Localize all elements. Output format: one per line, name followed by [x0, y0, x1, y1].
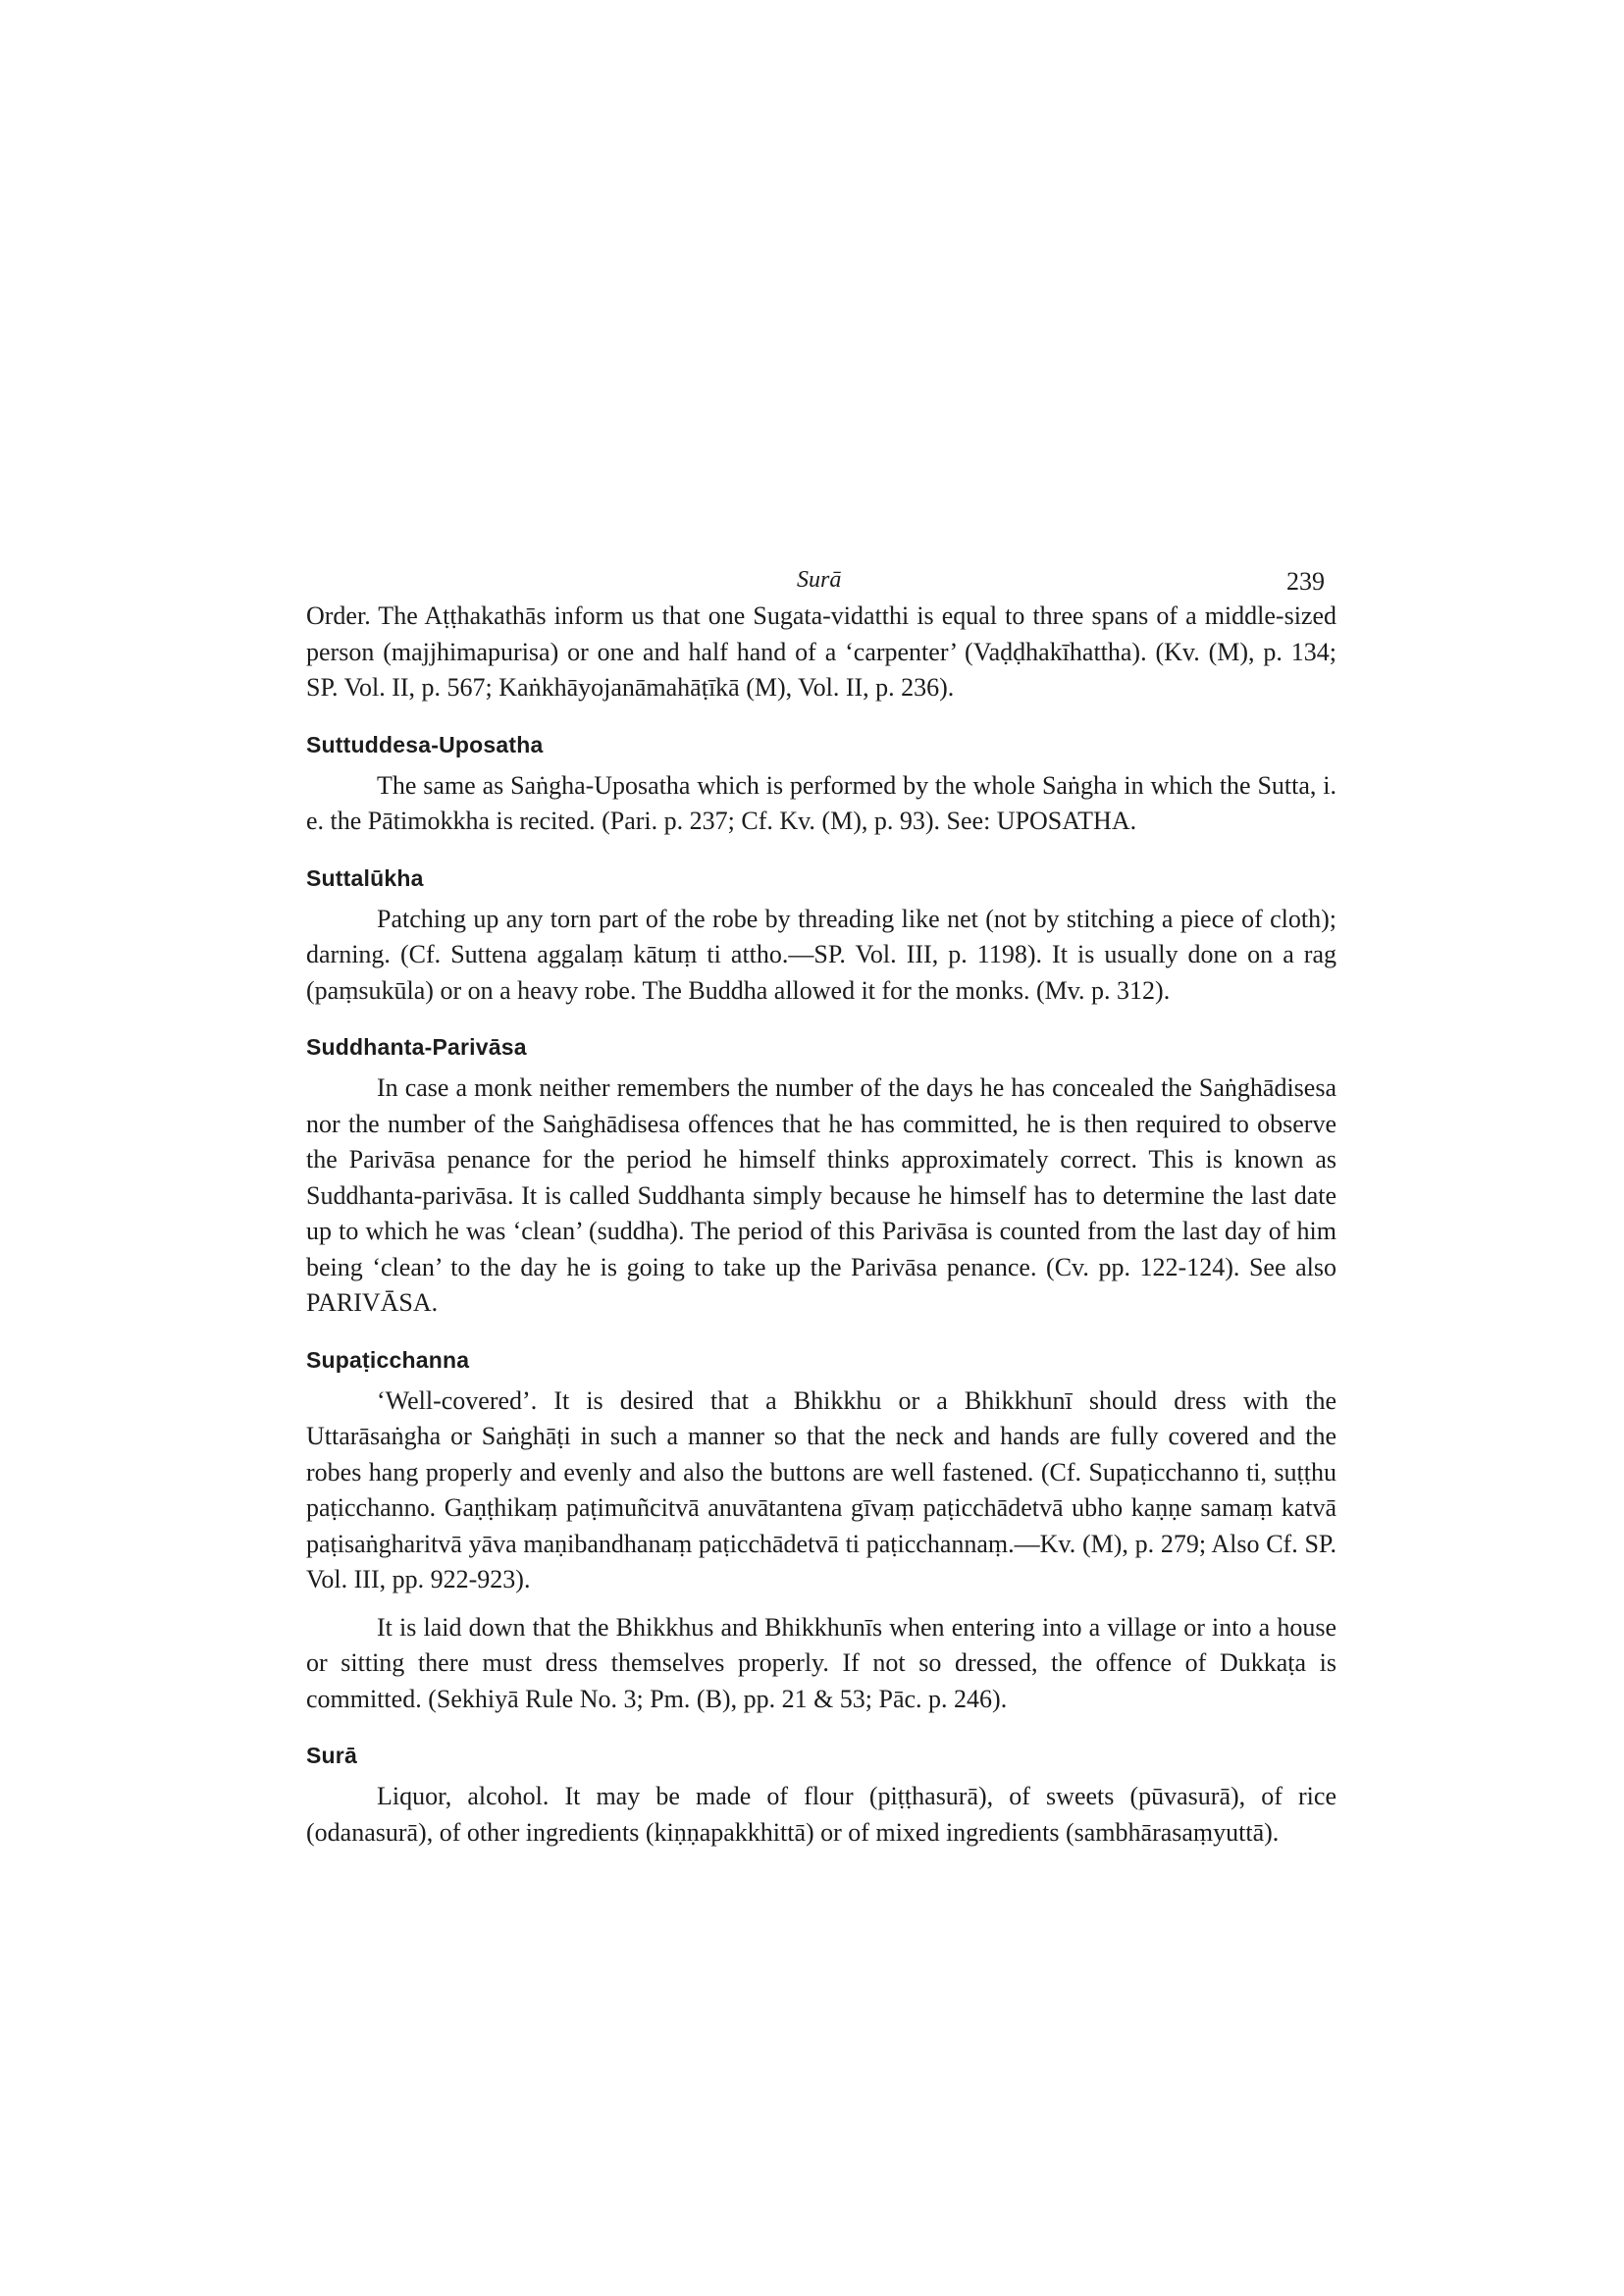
entry-paragraph: It is laid down that the Bhikkhus and Bhikkhunīs when entering into a village or into a house or sitting there must dress themselves properly. If not so dressed, the offence of Dukkaṭa is committed. (Sekhiyā Rule No. 3; Pm. (B), pp. 21 & 53; Pāc. p. 246).: [306, 1612, 1336, 1713]
entry-heading: Suttalūkha: [306, 864, 424, 891]
continued-paragraph: Order. The Aṭṭhakathās inform us that one Sugata-vidatthi is equal to three spans of a middle-sized person (majjhimapurisa) or one and half hand of a ‘carpenter’ (Vaḍḍhakīhattha). (Kv. (M), p. 134; SP. Vol. II, p. 567; Kaṅkhāyojanāmahāṭīkā (M), Vol. II, p. 236).: [306, 601, 1336, 702]
entry-supaticchanna: [306, 1347, 1336, 1718]
dictionary-page: [306, 549, 1336, 1851]
entry-sura: [306, 1743, 1336, 1851]
entry-paragraph: Patching up any torn part of the robe by threading like net (not by stitching a piece of cloth); darning. (Cf. Suttena aggalaṃ kātuṃ ti attho.—SP. Vol. III, p. 1198). It is usually done on a rag (paṃsukūla) or on a heavy robe. The Buddha allowed it for the monks. (Mv. p. 312).: [306, 904, 1336, 1005]
entry-suddhanta-parivasa: [306, 1034, 1336, 1322]
running-header: [306, 549, 1336, 599]
entry-paragraph: The same as Saṅgha-Uposatha which is performed by the whole Saṅgha in which the Sutta, i. e. the Pātimokkha is recited. (Pari. p. 237; Cf. Kv. (M), p. 93). See: UPOSATHA.: [306, 770, 1336, 835]
entry-suttalukha: [306, 865, 1336, 1010]
entry-heading: Suttuddesa-Uposatha: [306, 731, 544, 757]
entry-heading: Surā: [306, 1743, 357, 1768]
entry-paragraph: ‘Well-covered’. It is desired that a Bhikkhu or a Bhikkhunī should dress with the Uttarāsaṅgha or Saṅghāṭi in such a manner so that the neck and hands are fully covered and the robes hang properly and evenly and also the buttons are well fastened. (Cf. Supaṭicchanno ti, suṭṭhu paṭicchanno. Gaṇṭhikaṃ paṭimuñcitvā anuvātantena gīvaṃ paṭicchādetvā ubho kaṇṇe samaṃ katvā paṭisaṅgharitvā yāva maṇibandhanaṃ paṭicchādetvā ti paṭicchannaṃ.—Kv. (M), p. 279; Also Cf. SP. Vol. III, pp. 922-923).: [306, 1385, 1336, 1593]
entry-heading: Supaṭicchanna: [306, 1346, 470, 1373]
running-title: Surā: [797, 567, 842, 593]
entry-heading: Suddhanta-Parivāsa: [306, 1034, 527, 1060]
entry-paragraph: Liquor, alcohol. It may be made of flour (piṭṭhasurā), of sweets (pūvasurā), of rice (odanasurā), of other ingredients (kiṇṇapakkhittā) or of mixed ingredients (sambhārasaṃyuttā).: [306, 1782, 1336, 1847]
entry-suttuddesa-uposatha: [306, 732, 1336, 840]
entry-paragraph: In case a monk neither remembers the number of the days he has concealed the Saṅghādisesa nor the number of the Saṅghādisesa offences that he has committed, he is then required to observe the Parivāsa penance for the period he himself thinks approximately correct. This is known as Suddhanta-parivāsa. It is called Suddhanta simply because he himself has to determine the last date up to which he was ‘clean’ (suddha). The period of this Parivāsa is counted from the last day of him being ‘clean’ to the day he is going to take up the Parivāsa penance. (Cv. pp. 122-124). See also PARIVĀSA.: [306, 1073, 1336, 1317]
page-number: 239: [1286, 567, 1325, 596]
